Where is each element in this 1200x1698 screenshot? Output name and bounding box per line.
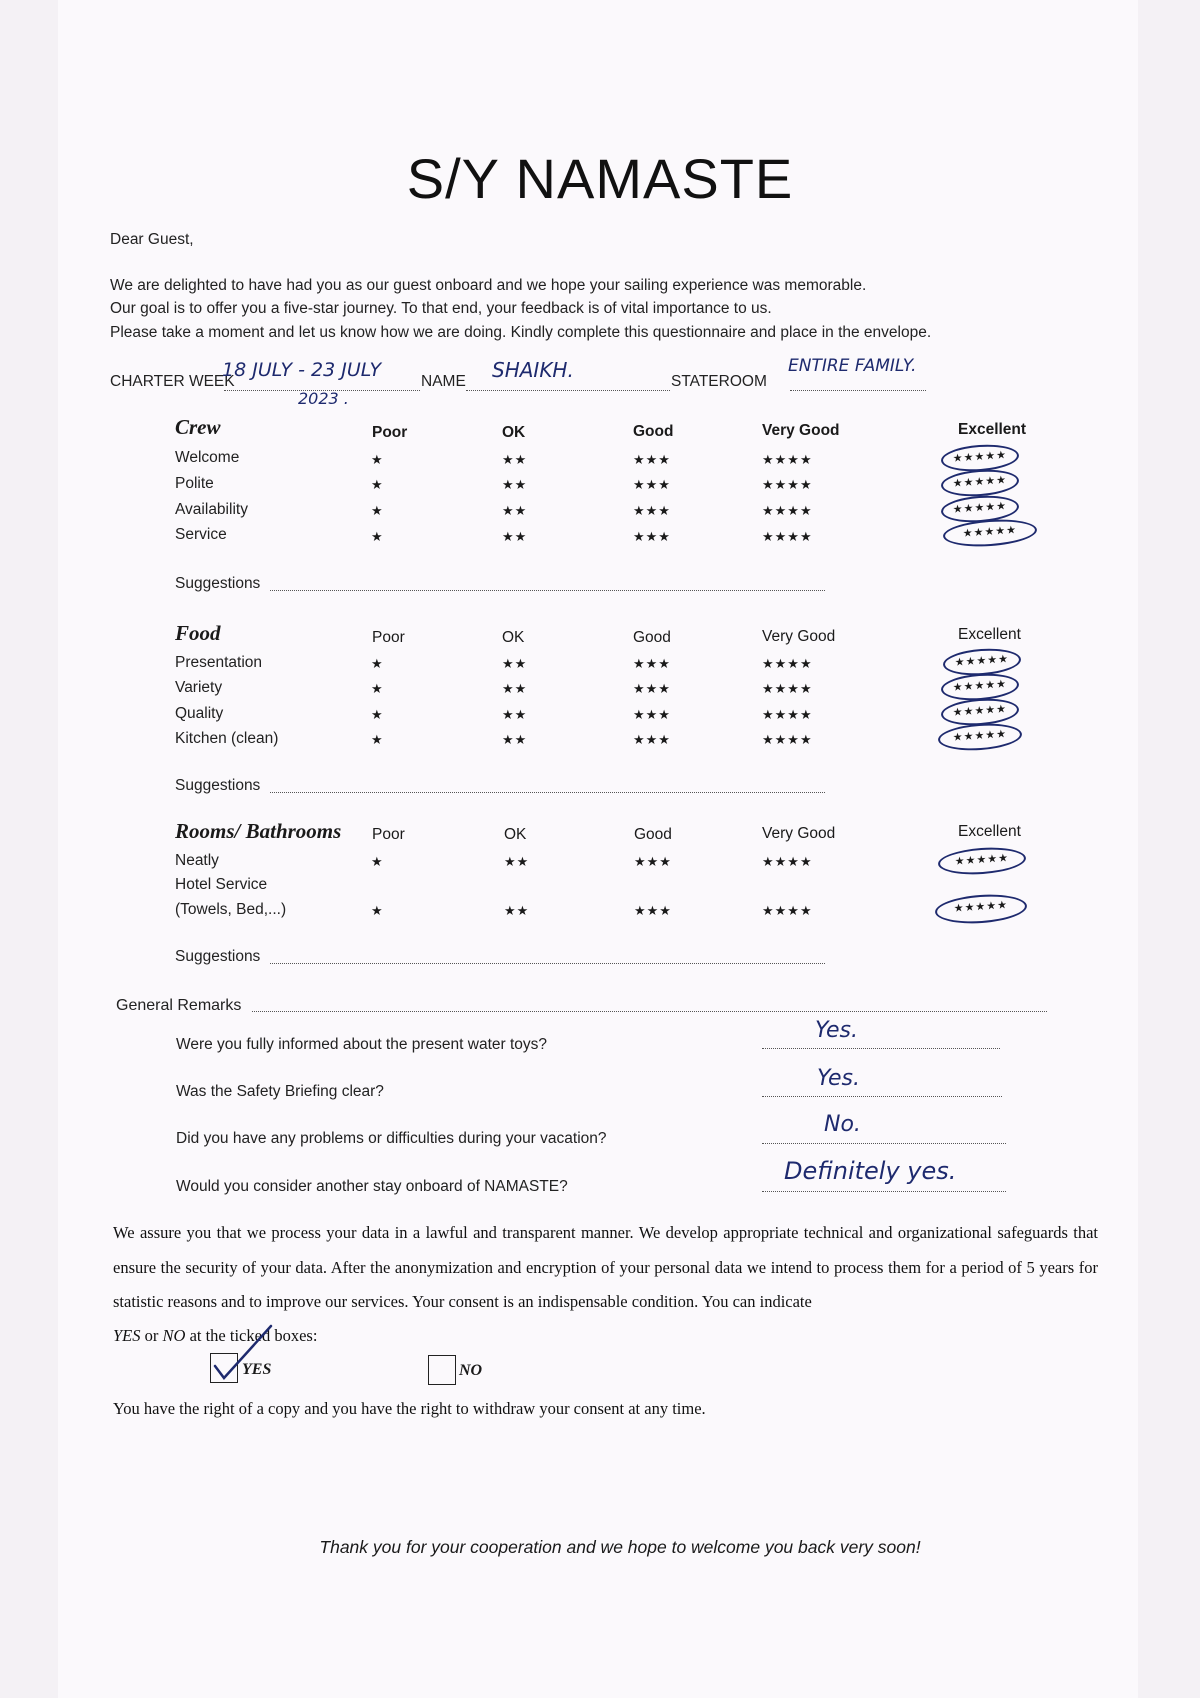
rating-ok[interactable]: ★★ — [502, 477, 528, 492]
col-very-good: Very Good — [762, 628, 836, 645]
item-neatly: Neatly — [175, 852, 219, 869]
rating-very-good[interactable]: ★★★★ — [762, 529, 813, 544]
intro-line-2: Our goal is to offer you a five-star journey. To that end, your feedback is of vital importance to us. — [110, 300, 772, 317]
rating-poor[interactable]: ★ — [371, 903, 384, 918]
page-title: S/Y NAMASTE — [406, 147, 794, 210]
rating-excellent-selected[interactable]: ★★★★★ — [940, 696, 1020, 727]
col-ok: OK — [504, 826, 527, 843]
rating-poor[interactable]: ★ — [371, 529, 384, 544]
suggestions-label-rooms: Suggestions — [175, 948, 261, 965]
consent-yes-word: YES — [113, 1326, 141, 1345]
answer-another-stay[interactable]: Definitely yes. — [784, 1157, 957, 1185]
col-poor: Poor — [372, 424, 408, 441]
rating-good[interactable]: ★★★ — [633, 477, 671, 492]
item-hotel-service: Hotel Service — [175, 876, 268, 893]
answer-line — [762, 1096, 1002, 1097]
question-another-stay: Would you consider another stay onboard of NAMASTE? — [176, 1178, 568, 1195]
rating-very-good[interactable]: ★★★★ — [762, 503, 813, 518]
rating-very-good[interactable]: ★★★★ — [762, 477, 813, 492]
rating-excellent-selected[interactable]: ★★★★★ — [937, 721, 1023, 753]
intro-line-3: Please take a moment and let us know how we are doing. Kindly complete this questionnaire and place in the envelope. — [110, 324, 932, 341]
consent-rights: You have the right of a copy and you have the right to withdraw your consent at any time. — [113, 1399, 706, 1418]
item-polite: Polite — [175, 475, 214, 492]
rating-excellent-selected[interactable]: ★★★★★ — [942, 646, 1022, 677]
rating-ok[interactable]: ★★ — [502, 529, 528, 544]
suggestions-label-crew: Suggestions — [175, 575, 261, 592]
rating-good[interactable]: ★★★ — [633, 503, 671, 518]
rating-good[interactable]: ★★★ — [633, 529, 671, 544]
col-excellent: Excellent — [958, 823, 1021, 840]
answer-safety-briefing[interactable]: Yes. — [817, 1066, 861, 1091]
rating-very-good[interactable]: ★★★★ — [762, 656, 813, 671]
rating-very-good[interactable]: ★★★★ — [762, 732, 813, 747]
col-very-good: Very Good — [762, 422, 840, 439]
rating-poor[interactable]: ★ — [371, 854, 384, 869]
rating-excellent-selected[interactable]: ★★★★★ — [934, 892, 1028, 926]
general-remarks-field[interactable] — [252, 1011, 1047, 1012]
section-title-rooms: Rooms/ Bathrooms — [175, 819, 342, 843]
section-title-food: Food — [175, 621, 221, 645]
rating-good[interactable]: ★★★ — [633, 681, 671, 696]
stateroom-line — [790, 390, 926, 391]
rating-ok[interactable]: ★★ — [504, 854, 530, 869]
rating-ok[interactable]: ★★ — [502, 707, 528, 722]
consent-yes-checkbox[interactable] — [210, 1353, 238, 1383]
item-quality: Quality — [175, 705, 224, 722]
rating-good[interactable]: ★★★ — [633, 707, 671, 722]
col-poor: Poor — [372, 826, 405, 843]
consent-yes-label: YES — [242, 1361, 272, 1378]
suggestions-label-food: Suggestions — [175, 777, 261, 794]
consent-instruction-rest: at the ticked boxes: — [189, 1326, 318, 1345]
rating-good[interactable]: ★★★ — [634, 903, 672, 918]
rating-ok[interactable]: ★★ — [502, 732, 528, 747]
consent-or-word: or — [144, 1326, 159, 1345]
charter-week-year: 2023 . — [298, 389, 349, 408]
rating-good[interactable]: ★★★ — [633, 732, 671, 747]
answer-problems[interactable]: No. — [824, 1112, 861, 1137]
answer-line — [762, 1048, 1000, 1049]
rating-very-good[interactable]: ★★★★ — [762, 681, 813, 696]
rating-excellent-selected[interactable]: ★★★★★ — [940, 671, 1020, 702]
col-good: Good — [633, 423, 674, 440]
answer-line — [762, 1191, 1006, 1192]
rating-very-good[interactable]: ★★★★ — [762, 854, 813, 869]
question-safety-briefing: Was the Safety Briefing clear? — [176, 1083, 384, 1100]
rating-good[interactable]: ★★★ — [633, 656, 671, 671]
col-ok: OK — [502, 629, 525, 646]
answer-line — [762, 1143, 1006, 1144]
answer-water-toys[interactable]: Yes. — [815, 1018, 859, 1043]
col-good: Good — [633, 629, 671, 646]
rating-poor[interactable]: ★ — [371, 656, 384, 671]
item-towels-bed: (Towels, Bed,...) — [175, 901, 287, 918]
suggestions-field-food[interactable] — [270, 792, 825, 793]
col-excellent: Excellent — [958, 626, 1021, 643]
charter-week-value[interactable]: 18 JULY - 23 JULY — [222, 359, 382, 381]
rating-poor[interactable]: ★ — [371, 452, 384, 467]
stateroom-value[interactable]: ENTIRE FAMILY. — [788, 356, 917, 376]
col-very-good: Very Good — [762, 825, 836, 842]
question-problems: Did you have any problems or difficulties during your vacation? — [176, 1130, 607, 1147]
rating-excellent-selected[interactable]: ★★★★★ — [937, 845, 1027, 877]
name-label: NAME — [421, 373, 466, 390]
rating-very-good[interactable]: ★★★★ — [762, 452, 813, 467]
rating-poor[interactable]: ★ — [371, 732, 384, 747]
item-availability: Availability — [175, 501, 248, 518]
consent-no-word: NO — [162, 1326, 186, 1345]
section-title-crew: Crew — [175, 415, 221, 439]
item-service: Service — [175, 526, 227, 543]
rating-excellent-selected[interactable]: ★★★★★ — [940, 442, 1020, 473]
col-ok: OK — [502, 424, 526, 441]
thank-you-message: Thank you for your cooperation and we hope to welcome you back very soon! — [319, 1537, 921, 1557]
rating-ok[interactable]: ★★ — [502, 503, 528, 518]
item-kitchen: Kitchen (clean) — [175, 730, 279, 747]
item-welcome: Welcome — [175, 449, 240, 466]
name-line — [466, 390, 670, 391]
question-water-toys: Were you fully informed about the present water toys? — [176, 1036, 548, 1053]
general-remarks-label: General Remarks — [116, 997, 242, 1014]
rating-poor[interactable]: ★ — [371, 681, 384, 696]
rating-very-good[interactable]: ★★★★ — [762, 707, 813, 722]
intro-line-1: We are delighted to have had you as our guest onboard and we hope your sailing experience was memorable. — [110, 277, 867, 294]
rating-excellent-selected[interactable]: ★★★★★ — [940, 467, 1020, 498]
col-poor: Poor — [372, 629, 405, 646]
rating-excellent-selected[interactable]: ★★★★★ — [942, 517, 1038, 549]
stateroom-label: STATEROOM — [671, 373, 767, 390]
item-presentation: Presentation — [175, 654, 263, 671]
suggestions-field-rooms[interactable] — [270, 963, 825, 964]
col-good: Good — [634, 826, 672, 843]
name-value[interactable]: SHAIKH. — [492, 358, 574, 382]
charter-week-label: CHARTER WEEK — [110, 373, 235, 390]
consent-no-label: NO — [459, 1362, 483, 1379]
rating-ok[interactable]: ★★ — [502, 452, 528, 467]
consent-no-checkbox[interactable] — [428, 1355, 456, 1385]
rating-poor[interactable]: ★ — [371, 503, 384, 518]
rating-very-good[interactable]: ★★★★ — [762, 903, 813, 918]
col-excellent: Excellent — [958, 421, 1027, 438]
rating-excellent-selected[interactable]: ★★★★★ — [940, 493, 1020, 524]
consent-text: We assure you that we process your data in a lawful and transparent manner. We develop appropriate technical and organizational safeguards that ensure the security of your data. After the anonymization and encryption of your personal data we intend to process them for a period of 5 years for statistic reasons and to improve our services. Your consent is an indispensable condition. You can indicate — [113, 1223, 1098, 1311]
item-variety: Variety — [175, 679, 223, 696]
suggestions-field-crew[interactable] — [270, 590, 825, 591]
rating-ok[interactable]: ★★ — [504, 903, 530, 918]
rating-good[interactable]: ★★★ — [633, 452, 671, 467]
rating-poor[interactable]: ★ — [371, 707, 384, 722]
rating-good[interactable]: ★★★ — [634, 854, 672, 869]
greeting: Dear Guest, — [110, 231, 194, 248]
rating-ok[interactable]: ★★ — [502, 681, 528, 696]
rating-ok[interactable]: ★★ — [502, 656, 528, 671]
rating-poor[interactable]: ★ — [371, 477, 384, 492]
